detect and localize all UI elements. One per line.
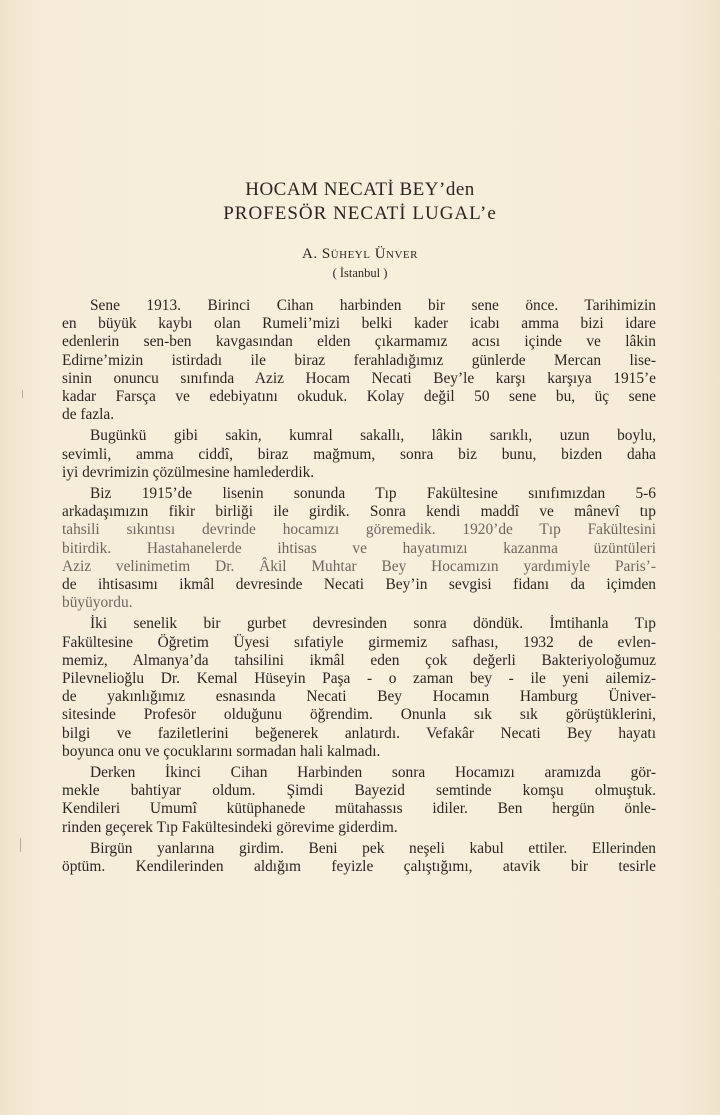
text-line: büyüyordu. [62, 594, 133, 612]
text-line: memiz, Almanya’da tahsilini ikmâl eden çok değerli Bakteriyoloğumuz [62, 651, 656, 669]
text-line: tahsili sıkıntısı devrinde hocamızı göremedik. 1920’de Tıp Fakültesini [62, 521, 656, 539]
paragraph [62, 764, 656, 837]
text-line: sevimli, amma ciddî, biraz mağmum, sonra biz bunu, bizden daha [62, 445, 656, 463]
text-line: edenlerin sen-ben kavgasından elden çıkarmamız acısı içinde ve lâkin [62, 333, 656, 351]
margin-mark [22, 390, 23, 398]
paragraph [62, 615, 656, 761]
text-line: arkadaşımızın fikir birliği ile girdik. Sonra kendi maddî ve mânevî tıp [62, 503, 656, 521]
article-title-line-1: HOCAM NECATİ BEY’den [245, 179, 475, 200]
text-line: de ihtisasımı ikmâl devresinde Necati Bey’in sevgisi fidanı da içimden [62, 576, 656, 594]
text-line: öptüm. Kendilerinden aldığım feyizle çalıştığımı, atavik bir tesirle [62, 858, 656, 876]
text-line: Pilevnelioğlu Dr. Kemal Hüseyin Paşa - o zaman bey - ile yeni ailemiz- [62, 670, 656, 688]
author-name: A. Süheyl Ünver [302, 246, 418, 262]
margin-mark [20, 838, 21, 852]
text-line: mekle bahtiyar oldum. Şimdi Bayezid semtinde komşu olmuştuk. [62, 782, 656, 800]
text-line: Kendileri Umumî kütüphanede mütahassıs idiler. Ben hergün önle- [62, 800, 656, 818]
text-line: sinin onuncu sınıfında Aziz Hocam Necati Bey’le karşı karşıya 1915’e [62, 369, 656, 387]
text-line: rinden geçerek Tıp Fakültesindeki görevime giderdim. [62, 818, 398, 836]
text-line: bitirdik. Hastahanelerde ihtisas ve hayatımızı kazanma üzüntüleri [62, 539, 656, 557]
paragraph [62, 840, 656, 876]
text-line: Edirne’mizin istirdadı ile biraz ferahladığımız günlerde Mercan lise- [62, 351, 656, 369]
article-title-line-2: PROFESÖR NECATİ LUGAL’e [223, 203, 497, 224]
paragraph [62, 485, 656, 612]
text-line: sitesinde Profesör olduğunu öğrendim. Onunla sık sık görüştüklerini, [62, 706, 656, 724]
text-line: Aziz velinimetim Dr. Âkil Muhtar Bey Hocamızın yardımiyle Paris’- [62, 557, 656, 575]
text-line: Biz 1915’de lisenin sonunda Tıp Fakültesine sınıfımızdan 5-6 [90, 485, 656, 503]
text-line: bilgi ve faziletlerini beğenerek anlatırdı. Vefakâr Necati Bey hayatı [62, 724, 656, 742]
text-line: boyunca onu ve çocuklarını sormadan hali kalmadı. [62, 742, 381, 760]
paragraph [62, 297, 656, 424]
text-line: Fakültesine Öğretim Üyesi sıfatiyle girmemiz safhası, 1932 de evlen- [62, 633, 656, 651]
text-line: en büyük kaybı olan Rumeli’mizi belki kader icabı amma bizi idare [62, 315, 656, 333]
article-body [62, 297, 656, 876]
text-line: Sene 1913. Birinci Cihan harbinden bir sene önce. Tarihimizin [90, 297, 656, 314]
text-line: Bugünkü gibi sakin, kumral sakallı, lâkin sarıklı, uzun boylu, [90, 427, 656, 445]
text-line: Birgün yanlarına girdim. Beni pek neşeli kabul ettiler. Ellerinden [90, 839, 656, 857]
text-line: iyi devrimizin çözülmesine hamlederdik. [62, 463, 315, 481]
text-line: Derken İkinci Cihan Harbinden sonra Hocamızı aramızda gör- [90, 764, 656, 782]
text-line: de fazla. [62, 406, 115, 424]
paragraph [62, 427, 656, 482]
text-line: İki senelik bir gurbet devresinden sonra döndük. İmtihanla Tıp [90, 615, 656, 633]
author-location: ( İstanbul ) [332, 266, 388, 280]
text-line: de yakınlığımız esnasında Necati Bey Hocamın Hamburg Üniver- [62, 688, 656, 706]
text-line: kadar Farsça ve edebiyatını okuduk. Kolay değil 50 sene bu, üç sene [62, 388, 656, 406]
